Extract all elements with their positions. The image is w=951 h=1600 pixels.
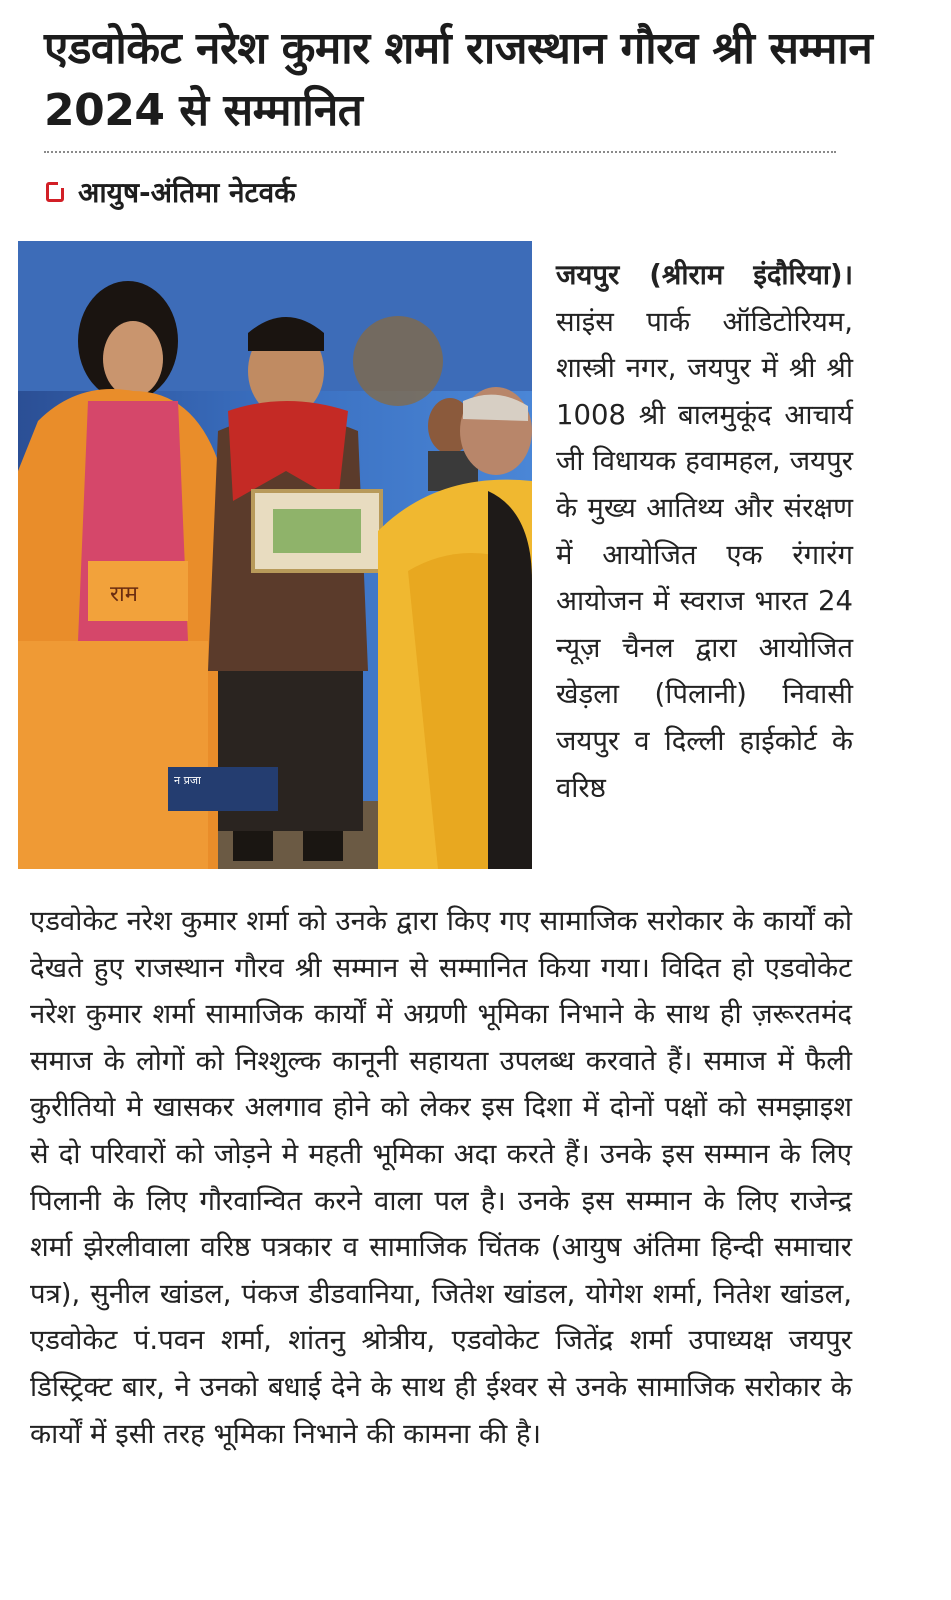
article-body: एडवोकेट नरेश कुमार शर्मा को उनके द्वारा किए गए सामाजिक सरोकार के कार्यों को देखते हुए राजस्थान गौरव श्री सम्मान से सम्मानित किया गया। विदित हो एडवोकेट नरेश कुमार शर्मा सामाजिक कार्यों में अग्रणी भूमिका निभाने के साथ ही ज़रूरतमंद समाज के लोगों को निश्शुल्क कानूनी सहायता उपलब्ध करवाते हैं। समाज में फैली कुरीतियो मे खासकर अलगाव होने को लेकर इस दिशा में दोनों पक्षों को समझाइश से दो परिवारों को जोड़ने मे महती भूमिका अदा करते हैं। उनके इस सम्मान के लिए पिलानी के लिए गौरवान्वित करने वाला पल है। उनके इस सम्मान के लिए राजेन्द्र शर्मा झेरलीवाला वरिष्ठ पत्रकार व सामाजिक चिंतक (आयुष अंतिमा हिन्दी समाचार पत्र), सुनील खांडल, पंकज डीडवानिया, जितेश खांडल, योगेश शर्मा, नितेश खांडल, एडवोकेट पं.पवन शर्मा, शांतनु श्रोत्रीय, एडवोकेट जितेंद्र शर्मा उपाध्यक्ष जयपुर डिस्ट्रिक्ट बार, ने उनको बधाई देने के साथ ही ईश्वर से उनके सामाजिक सरोकार के कार्यों में इसी तरह भूमिका निभाने की कामना की है।	[30, 905, 852, 1450]
byline-text: आयुष-अंतिमा नेटवर्क	[78, 176, 296, 209]
column-body: साइंस पार्क ऑडिटोरियम, शास्त्री नगर, जयपुर में श्री श्री 1008 श्री बालमुकूंद आचार्य जी विधायक हवामहल, जयपुर के मुख्य आतिथ्य और संरक्षण में आयोजित एक रंगारंग आयोजन में स्वराज भारत 24 न्यूज़ चैनल द्वारा आयोजित खेड़ला (पिलानी) निवासी जयपुर व दिल्ली हाईकोर्ट के वरिष्ठ	[556, 305, 853, 804]
banner-text: राम	[110, 582, 138, 607]
news-photo	[18, 241, 532, 869]
poster-text: न प्रजा	[174, 774, 201, 787]
square-bullet-icon	[46, 182, 64, 202]
article-column-text	[556, 252, 853, 811]
dateline: जयपुर (श्रीराम इंदौरिया)।	[556, 259, 853, 291]
award-ceremony-photo	[18, 241, 532, 869]
byline	[46, 172, 296, 212]
headline: एडवोकेट नरेश कुमार शर्मा राजस्थान गौरव श्री सम्मान 2024 से सम्मानित	[44, 23, 873, 136]
headline-divider	[44, 151, 836, 153]
